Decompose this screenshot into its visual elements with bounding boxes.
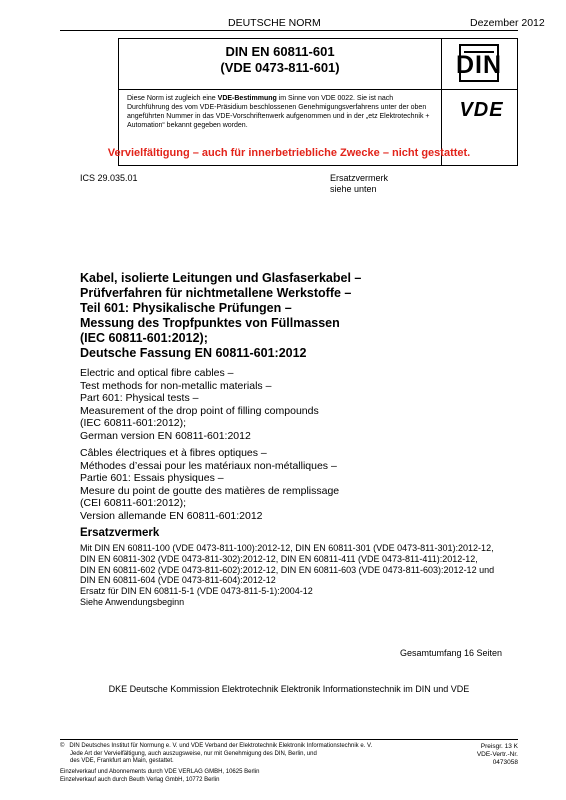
title-line: Messung des Tropfpunktes von Füllmassen [80, 316, 340, 330]
title-line: Electric and optical fibre cables – [80, 367, 234, 379]
copyright-line: Jede Art der Vervielfältigung, auch auszugsweise, nur mit Genehmigung des DIN, Berlin, und [60, 750, 317, 757]
replacement-line: Mit DIN EN 60811-100 (VDE 0473-811-100):2012-12, DIN EN 60811-301 (VDE 0473-811-301):2012-12, [80, 543, 494, 553]
title-line: (CEI 60811-601:2012); [80, 497, 187, 509]
sales-line: Einzelverkauf auch durch Beuth Verlag GmbH, 10772 Berlin [60, 777, 220, 783]
title-english [80, 367, 319, 442]
publication-date: Dezember 2012 [470, 17, 545, 29]
copyright-notice [60, 743, 440, 766]
replacement-line: DIN EN 60811-604 (VDE 0473-811-604):2012-12 [80, 575, 276, 586]
title-line: Mesure du point de goutte des matières de remplissage [80, 484, 340, 497]
title-line: Measurement of the drop point of filling compounds [80, 404, 319, 417]
document-type-label: DEUTSCHE NORM [228, 17, 321, 29]
din-logo: DIN [459, 44, 499, 82]
box-horizontal-divider [119, 89, 517, 90]
copyright-line: des VDE, Frankfurt am Main, gestattet. [60, 758, 174, 764]
replacement-details [80, 543, 520, 608]
title-line: Câbles électriques et à fibres optiques – [80, 447, 267, 459]
copyright-line: © DIN Deutsches Institut für Normung e. V. und VDE Verband der Elektrotechnik Elektronik Informationstechnik e. V. [60, 743, 373, 749]
replacement-heading: Ersatzvermerk [80, 527, 160, 539]
title-line: (IEC 60811-601:2012); [80, 417, 187, 429]
sales-info [60, 768, 259, 784]
status-note-prefix: Diese Norm ist zugleich eine [127, 95, 218, 102]
price-group: Preisgr. 13 K [480, 743, 518, 750]
title-line: Test methods for non-metallic materials – [80, 379, 272, 392]
title-french [80, 447, 339, 522]
price-info [470, 743, 518, 767]
title-line: Prüfverfahren für nichtmetallene Werkstoffe – [80, 286, 352, 300]
header-divider [60, 30, 518, 31]
title-line: Méthodes d’essai pour les matériaux non-métalliques – [80, 459, 337, 472]
title-german [80, 271, 361, 361]
dke-line: DKE Deutsche Kommission Elektrotechnik Elektronik Informationstechnik im DIN und VDE [108, 684, 470, 694]
sales-line: Einzelverkauf und Abonnements durch VDE VERLAG GMBH, 10625 Berlin [60, 769, 260, 775]
replacement-note-line2: siehe unten [330, 184, 377, 194]
copy-warning: Vervielfältigung – auch für innerbetriebliche Zwecke – nicht gestattet. [107, 147, 471, 159]
footer-divider [60, 739, 518, 740]
vde-number: (VDE 0473-811-601) [220, 60, 340, 75]
title-line: Part 601: Physical tests – [80, 392, 199, 404]
vde-logo: VDE [459, 99, 504, 121]
title-line: (IEC 60811-601:2012); [80, 331, 208, 345]
status-note-bold: VDE-Bestimmung [217, 95, 277, 102]
title-line: Kabel, isolierte Leitungen und Glasfaserkabel – [80, 271, 362, 285]
title-line: Deutsche Fassung EN 60811-601:2012 [80, 346, 307, 360]
replacement-line: DIN EN 60811-302 (VDE 0473-811-302):2012-12, DIN EN 60811-411 (VDE 0473-811-411):2012-12, [80, 553, 478, 564]
replacement-line: Siehe Anwendungsbeginn [80, 596, 185, 607]
total-pages: Gesamtumfang 16 Seiten [400, 648, 503, 658]
standard-number-block [119, 44, 441, 76]
status-note-rest: im Sinne von VDE 0022. Sie ist nach Durchführung des vom VDE-Präsidium beschlossenen Genehmigungsverfahrens unter der oben angeführten Nummer in das VDE-Vorschriftenwerk aufgenommen und in der „etz Elektrotechnik + Automation“ bekannt gegeben worden. [127, 95, 430, 129]
vde-order-number: VDE-Vertr.-Nr. 0473058 [476, 751, 518, 766]
title-line: Version allemande EN 60811-601:2012 [80, 509, 263, 522]
replacement-line: DIN EN 60811-602 (VDE 0473-811-602):2012-12, DIN EN 60811-603 (VDE 0473-811-603):2012-12 und [80, 564, 495, 575]
replacement-line: Ersatz für DIN EN 60811-5-1 (VDE 0473-811-5-1):2004-12 [80, 586, 313, 597]
title-line: Teil 601: Physikalische Prüfungen – [80, 301, 292, 315]
replacement-note-line1: Ersatzvermerk [330, 173, 389, 183]
ics-code: ICS 29.035.01 [80, 173, 138, 183]
replacement-note [330, 173, 388, 195]
title-line: Partie 601: Essais physiques – [80, 472, 224, 484]
title-line: German version EN 60811-601:2012 [80, 429, 251, 442]
standard-number: DIN EN 60811-601 [225, 44, 335, 59]
vde-status-note [127, 94, 437, 130]
